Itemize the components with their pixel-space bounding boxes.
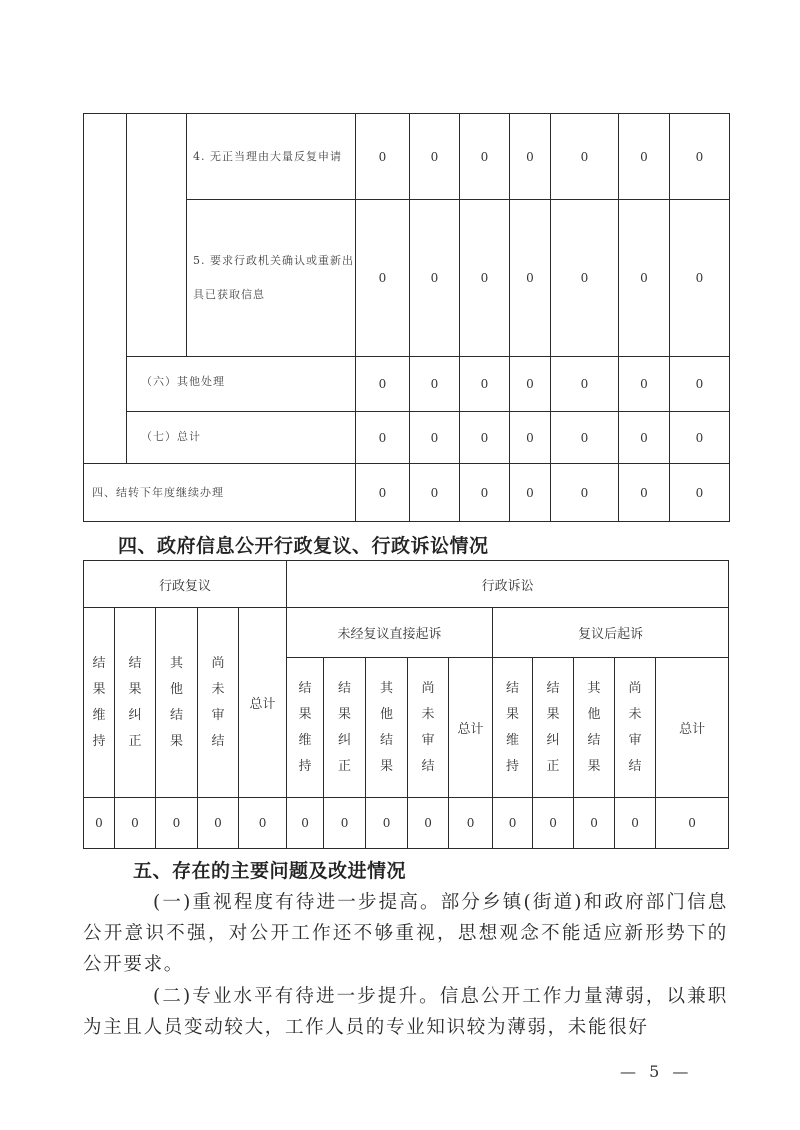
admin-litigation-header: 行政诉讼 — [287, 561, 729, 608]
section-4-title: 四、政府信息公开行政复议、行政诉讼情况 — [118, 535, 489, 557]
cell-value: 0 — [410, 464, 460, 522]
cell-value: 0 — [356, 200, 410, 357]
cell-value: 0 — [408, 798, 449, 849]
col-pending: 尚未审结 — [198, 608, 239, 798]
cell-value: 0 — [619, 200, 670, 357]
after-review-header: 复议后起诉 — [493, 608, 729, 658]
table-row — [84, 464, 730, 522]
paragraph-2-text: (二)专业水平有待进一步提升。信息公开工作力量薄弱，以兼职为主且人员变动较大，工作人员的专业知识较为薄弱，未能很好 — [83, 986, 728, 1038]
cell-value: 0 — [366, 798, 408, 849]
cell-value: 0 — [510, 464, 551, 522]
col-result-maintained: 结果维持 — [84, 608, 115, 798]
cell-value: 0 — [551, 200, 619, 357]
cell-value: 0 — [356, 357, 410, 412]
cell-value: 0 — [619, 357, 670, 412]
cell-value: 0 — [551, 464, 619, 522]
cell-value: 0 — [356, 114, 410, 200]
outer-merged-cell — [84, 114, 127, 464]
cell-value: 0 — [324, 798, 366, 849]
section-5-title: 五、存在的主要问题及改进情况 — [133, 860, 407, 882]
cell-value: 0 — [574, 798, 615, 849]
cell-value: 0 — [460, 200, 510, 357]
col-result-maintained: 结果维持 — [493, 658, 533, 798]
col-other-result: 其他结果 — [156, 608, 198, 798]
cell-value: 0 — [410, 357, 460, 412]
cell-value: 0 — [510, 357, 551, 412]
cell-value: 0 — [84, 798, 115, 849]
row-label: （六）其他处理 — [127, 357, 356, 412]
cell-value: 0 — [356, 412, 410, 464]
cell-value: 0 — [656, 798, 729, 849]
paragraph-1 — [83, 887, 728, 980]
header-row — [84, 561, 729, 608]
header-row — [84, 608, 729, 658]
table-row — [84, 798, 729, 849]
cell-value: 0 — [410, 412, 460, 464]
col-total: 总计 — [449, 658, 493, 798]
col-result-corrected: 结果纠正 — [115, 608, 156, 798]
row-label: 4. 无正当理由大量反复申请 — [187, 114, 356, 200]
col-result-maintained: 结果维持 — [287, 658, 324, 798]
col-total: 总计 — [239, 608, 287, 798]
admin-review-header: 行政复议 — [84, 561, 287, 608]
col-result-corrected: 结果纠正 — [324, 658, 366, 798]
cell-value: 0 — [670, 200, 730, 357]
cell-value: 0 — [115, 798, 156, 849]
col-other-result: 其他结果 — [574, 658, 615, 798]
cell-value: 0 — [460, 114, 510, 200]
cell-value: 0 — [510, 412, 551, 464]
cell-value: 0 — [287, 798, 324, 849]
cell-value: 0 — [510, 114, 551, 200]
cell-value: 0 — [670, 114, 730, 200]
cell-value: 0 — [619, 114, 670, 200]
cell-value: 0 — [460, 412, 510, 464]
cell-value: 0 — [198, 798, 239, 849]
cell-value: 0 — [410, 200, 460, 357]
col-other-result: 其他结果 — [366, 658, 408, 798]
cell-value: 0 — [493, 798, 533, 849]
cell-value: 0 — [551, 357, 619, 412]
cell-value: 0 — [619, 412, 670, 464]
cell-value: 0 — [156, 798, 198, 849]
cell-value: 0 — [551, 114, 619, 200]
cell-value: 0 — [670, 357, 730, 412]
cell-value: 0 — [460, 357, 510, 412]
disposal-table — [83, 113, 730, 522]
cell-value: 0 — [533, 798, 574, 849]
row-label: 四、结转下年度继续办理 — [84, 464, 356, 522]
cell-value: 0 — [410, 114, 460, 200]
col-pending: 尚未审结 — [615, 658, 656, 798]
cell-value: 0 — [239, 798, 287, 849]
cell-value: 0 — [670, 412, 730, 464]
row-label: 5. 要求行政机关确认或重新出具已获取信息 — [187, 200, 356, 357]
review-litigation-table — [83, 560, 729, 849]
row-label: （七）总计 — [127, 412, 356, 464]
table-row — [84, 114, 730, 200]
cell-value: 0 — [460, 464, 510, 522]
cell-value: 0 — [449, 798, 493, 849]
col-total: 总计 — [656, 658, 729, 798]
paragraph-2 — [83, 981, 728, 1043]
col-result-corrected: 结果纠正 — [533, 658, 574, 798]
cell-value: 0 — [615, 798, 656, 849]
direct-suit-header: 未经复议直接起诉 — [287, 608, 493, 658]
table-row — [84, 412, 730, 464]
cell-value: 0 — [619, 464, 670, 522]
cell-value: 0 — [670, 464, 730, 522]
table-row — [84, 357, 730, 412]
paragraph-1-text: (一)重视程度有待进一步提高。部分乡镇(街道)和政府部门信息公开意识不强，对公开工作还不够重视，思想观念不能适应新形势下的公开要求。 — [83, 892, 728, 975]
cell-value: 0 — [510, 200, 551, 357]
inner-merged-cell — [127, 114, 187, 357]
cell-value: 0 — [356, 464, 410, 522]
col-pending: 尚未审结 — [408, 658, 449, 798]
page-number: — 5 — — [620, 1062, 693, 1081]
cell-value: 0 — [551, 412, 619, 464]
